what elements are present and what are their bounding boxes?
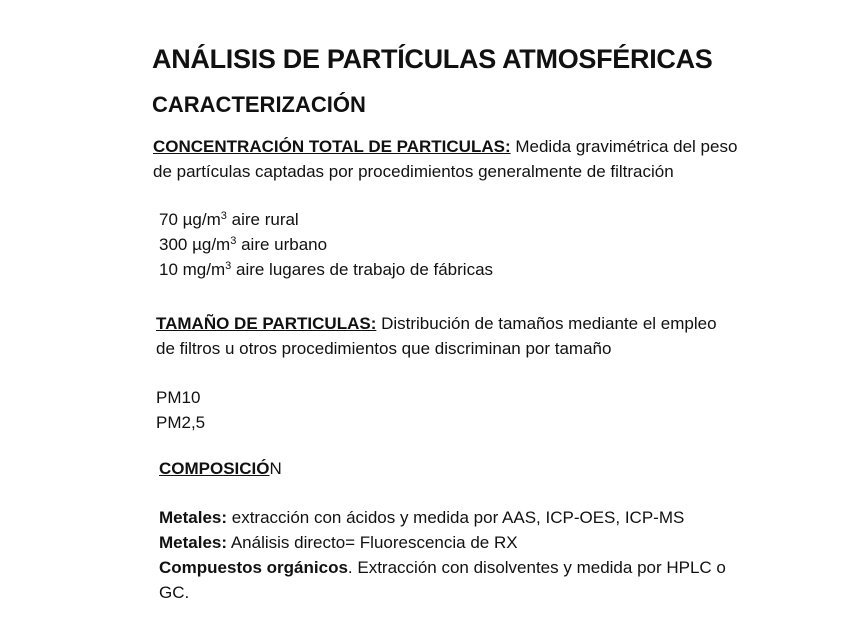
composition-item: Metales: Análisis directo= Fluorescencia de RX	[159, 533, 518, 552]
composition-heading-tail: N	[269, 459, 282, 478]
concentration-paragraph	[153, 134, 737, 184]
value-rural: 70 $\mu g/m^3$ aire rural	[159, 210, 299, 229]
size-text-1: Distribución de tamaños mediante el empleo	[376, 314, 717, 333]
composition-item: Compuestos orgánicos. Extracción con disolventes y medida por HPLC o	[159, 558, 726, 577]
concentration-heading: CONCENTRACIÓN TOTAL DE PARTICULAS:	[153, 137, 511, 156]
concentration-line-1	[153, 134, 737, 159]
pm10-item: PM10	[156, 388, 201, 407]
composition-item: Metales: extracción con ácidos y medida por AAS, ICP-OES, ICP-MS	[159, 508, 685, 527]
composition-continuation: GC.	[159, 583, 190, 602]
composition-heading: COMPOSICIÓ	[159, 459, 270, 478]
pm-list	[156, 385, 205, 435]
size-heading: TAMAÑO DE PARTICULAS:	[156, 314, 377, 333]
section-subtitle: CARACTERIZACIÓN	[152, 92, 366, 117]
pm25-item: PM2,5	[156, 413, 206, 432]
concentration-values	[159, 207, 493, 282]
concentration-line-2: de partículas captadas por procedimientos generalmente de filtración	[153, 162, 674, 181]
value-urban: 300 $\mu g/m^3$ aire urbano	[159, 235, 328, 254]
value-workplace: 10 $mg/m^3$ aire lugares de trabajo de fábricas	[159, 260, 494, 279]
size-line-1	[156, 311, 717, 336]
composition-heading-line	[159, 456, 282, 481]
page-title: ANÁLISIS DE PARTÍCULAS ATMOSFÉRICAS	[152, 44, 713, 74]
concentration-text-1: Medida gravimétrica del peso	[510, 137, 738, 156]
size-paragraph	[156, 311, 717, 361]
composition-list	[159, 505, 726, 605]
size-line-2: de filtros u otros procedimientos que discriminan por tamaño	[156, 339, 612, 358]
